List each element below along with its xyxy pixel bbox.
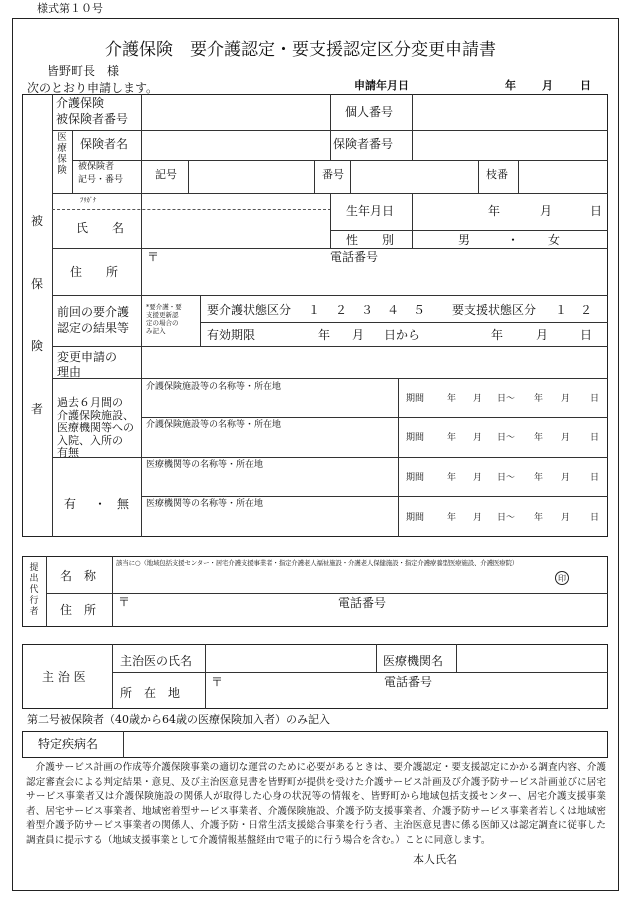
period-end-month[interactable]: 月 [561, 433, 571, 443]
support-level-label: 要支援状態区分 [452, 303, 537, 317]
birth-month[interactable]: 月 [540, 204, 553, 218]
period-end-month[interactable]: 月 [561, 513, 571, 523]
second-insured-heading: 第二号被保険者（40歳から64歳の医療保険加入者）のみ記入 [27, 713, 330, 726]
change-reason-label-1: 変更申請の [57, 350, 118, 364]
insured-number-field[interactable] [145, 97, 328, 127]
form-number: 様式第１０号 [37, 2, 103, 15]
branch-field[interactable] [521, 163, 605, 190]
birth-year[interactable]: 年 [488, 204, 501, 218]
agent-name-field[interactable] [116, 572, 551, 592]
period-start-month[interactable]: 月 [473, 473, 483, 483]
application-month[interactable]: 月 [542, 79, 553, 92]
sex-female-option[interactable]: 女 [548, 233, 561, 247]
previous-result-label-2: 認定の結果等 [57, 321, 130, 335]
seal-mark: 印 [555, 571, 569, 585]
period-end-month[interactable]: 月 [561, 473, 571, 483]
doctor-location-label: 所 在 地 [120, 686, 181, 700]
period-start-month[interactable]: 月 [473, 433, 483, 443]
period-start-day[interactable]: 日～ [497, 394, 516, 404]
doctor-phone-label: 電話番号 [384, 675, 433, 689]
application-date-label: 申請年月日 [354, 79, 409, 92]
signature-label: 本人氏名 [413, 853, 457, 866]
validity-from-day[interactable]: 日から [384, 328, 421, 342]
birth-date-label: 生年月日 [346, 204, 395, 218]
agent-type-note: 該当に○（地域包括支援センター・居宅介護支援事業者・指定介護老人福祉施設・介護老人保健施設・指定介護療養型医療施設、介護医療院） [116, 559, 519, 567]
period-end-year[interactable]: 年 [534, 433, 544, 443]
period-end-day[interactable]: 日 [590, 394, 600, 404]
sex-label: 性 別 [346, 233, 395, 247]
period-start-month[interactable]: 月 [473, 513, 483, 523]
period-start-year[interactable]: 年 [447, 513, 457, 523]
facility-yes-option[interactable]: 有 [64, 497, 77, 511]
insured-number-label-1: 介護保険 [56, 96, 105, 110]
insured-symbol-label-1: 被保険者 [78, 162, 115, 172]
period-start-day[interactable]: 日～ [497, 473, 516, 483]
facility-separator: ・ [94, 497, 107, 511]
insurer-number-label: 保険者番号 [333, 137, 394, 151]
care-level-5[interactable]: ５ [413, 303, 426, 317]
validity-from-year[interactable]: 年 [318, 328, 331, 342]
care-level-label: 要介護状態区分 [207, 303, 292, 317]
medical-insurance-side-label: 医 療 保 険 [57, 132, 67, 176]
personal-number-label: 個人番号 [345, 105, 394, 119]
application-year[interactable]: 年 [505, 79, 516, 92]
agent-postal-mark: 〒 [118, 595, 131, 609]
personal-number-field[interactable] [415, 97, 605, 127]
sex-male-option[interactable]: 男 [458, 233, 471, 247]
agent-address-field[interactable] [131, 610, 601, 625]
insurer-number-field[interactable] [415, 133, 605, 157]
signature-field[interactable] [470, 850, 605, 870]
period-start-year[interactable]: 年 [447, 433, 457, 443]
symbol-label: 記号 [155, 168, 177, 181]
doctor-postal-mark: 〒 [211, 675, 224, 689]
intro-text: 次のとおり申請します。 [27, 81, 159, 95]
disease-field[interactable] [127, 734, 603, 755]
period-start-day[interactable]: 日～ [497, 513, 516, 523]
insured-number-label-2: 被保険者番号 [56, 112, 129, 126]
name-label: 氏 名 [76, 221, 125, 235]
period-end-day[interactable]: 日 [590, 513, 600, 523]
facility-row-name-field[interactable] [146, 396, 394, 414]
insurer-name-field[interactable] [145, 133, 325, 157]
period-end-year[interactable]: 年 [534, 513, 544, 523]
period-start-month[interactable]: 月 [473, 394, 483, 404]
address-field[interactable] [160, 264, 600, 292]
addressee: 皆野町長 様 [47, 64, 120, 78]
address-label: 住 所 [70, 265, 119, 279]
period-start-day[interactable]: 日～ [497, 433, 516, 443]
disease-label: 特定疾病名 [38, 737, 99, 751]
care-level-2[interactable]: ２ [335, 303, 348, 317]
facility-row-name-field[interactable] [146, 474, 394, 493]
period-end-year[interactable]: 年 [534, 473, 544, 483]
facility-row-label: 医療機関等の名称等・所在地 [146, 499, 264, 509]
doctor-location-field[interactable] [225, 690, 603, 706]
validity-to-day[interactable]: 日 [580, 328, 593, 342]
previous-result-note: *要介護・要 支援更新認 定の場合の み記入 [146, 303, 182, 335]
facility-row-label: 介護保険施設等の名称等・所在地 [146, 382, 282, 392]
agent-address-label: 住 所 [60, 603, 97, 617]
period-label: 期間 [406, 473, 425, 483]
phone-label: 電話番号 [330, 250, 379, 264]
doctor-label: 主 治 医 [42, 670, 86, 684]
validity-to-month[interactable]: 月 [536, 328, 549, 342]
validity-to-year[interactable]: 年 [491, 328, 504, 342]
validity-label: 有効期限 [207, 328, 256, 342]
consent-text: 介護サービス計画の作成等介護保険事業の適切な運営のために必要があるときは、要介護認定・要支援認定にかかる調査内容、介護認定審査会による判定結果・意見、及び主治医意見書を皆野町が提供を受けた介護サービス計画及び介護予防サービス計画並びに居宅サービス事業者又は介護保険施設の関係人が取得した心身の状況等の情報を、皆野町から地域包括支援センター、居宅介護支援事業者、居宅サービス事業者、地域密着型サービス事業者、介護保険施設、介護予防支援事業者、介護予防サービス事業者若しくは地域密着型介護予防サービス事業者の関係人、介護予防・日常生活支援総合事業を行う者、主治医意見書に係る医師又は認定調査に従事した調査員に提示する（地域支援事業として介護情報基盤経由で電子的に行う場合を含む。）ことに同意します。 [26, 762, 606, 846]
doctor-name-field[interactable] [209, 647, 373, 669]
symbol-field[interactable] [191, 163, 311, 190]
sex-separator: ・ [507, 233, 520, 247]
birth-day[interactable]: 日 [590, 204, 603, 218]
period-end-month[interactable]: 月 [561, 394, 571, 404]
validity-from-month[interactable]: 月 [352, 328, 365, 342]
change-reason-label-2: 理由 [57, 365, 82, 379]
period-end-year[interactable]: 年 [534, 394, 544, 404]
facility-row-name-field[interactable] [146, 434, 394, 453]
furigana-field[interactable] [145, 195, 328, 209]
facility-no-option[interactable]: 無 [117, 497, 130, 511]
postal-mark: 〒 [147, 250, 160, 264]
period-start-year[interactable]: 年 [447, 473, 457, 483]
doctor-name-label: 主治医の氏名 [120, 654, 193, 668]
facility-row-label: 医療機関等の名称等・所在地 [146, 460, 264, 470]
insurer-name-label: 保険者名 [80, 137, 129, 151]
number-field[interactable] [353, 163, 473, 190]
support-level-2[interactable]: ２ [580, 303, 593, 317]
change-reason-field[interactable] [145, 349, 605, 375]
care-level-1[interactable]: １ [308, 303, 321, 317]
agent-side-label: 提 出 代 行 者 [29, 563, 39, 617]
period-end-day[interactable]: 日 [590, 473, 600, 483]
insured-symbol-label-2: 記号・番号 [78, 175, 124, 185]
name-field[interactable] [145, 212, 328, 246]
institution-label: 医療機関名 [383, 654, 444, 668]
care-level-3[interactable]: ３ [361, 303, 374, 317]
number-label: 番号 [322, 168, 344, 181]
application-day[interactable]: 日 [580, 79, 591, 92]
branch-label: 枝番 [486, 168, 508, 181]
period-end-day[interactable]: 日 [590, 433, 600, 443]
period-start-year[interactable]: 年 [447, 394, 457, 404]
facility-row-label: 介護保険施設等の名称等・所在地 [146, 420, 282, 430]
previous-result-label-1: 前回の要介護 [57, 305, 130, 319]
period-label: 期間 [406, 394, 425, 404]
furigana-label: ﾌﾘｶﾞﾅ [80, 196, 97, 204]
agent-name-label: 名 称 [60, 569, 97, 583]
facility-row-name-field[interactable] [146, 513, 394, 533]
period-label: 期間 [406, 433, 425, 443]
insured-side-label: 被 保 険 者 [30, 214, 43, 416]
support-level-1[interactable]: １ [555, 303, 568, 317]
agent-phone-label: 電話番号 [338, 596, 387, 610]
period-label: 期間 [406, 513, 425, 523]
facility-history-label: 過去６月間の 介護保険施設、 医療機関等への 入院、入所の 有無 [57, 396, 134, 459]
care-level-4[interactable]: ４ [387, 303, 400, 317]
institution-field[interactable] [460, 647, 604, 669]
page-title: 介護保険 要介護認定・要支援認定区分変更申請書 [105, 40, 496, 60]
